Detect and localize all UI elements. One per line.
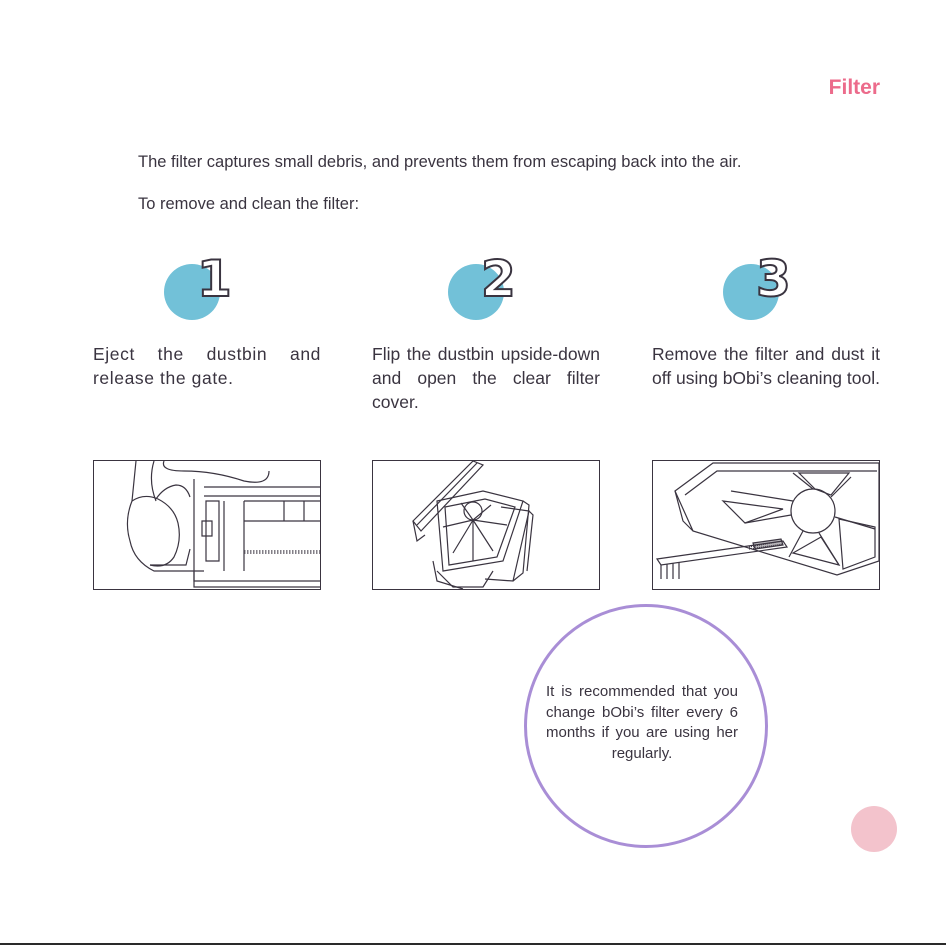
step-text: Flip the dustbin upside-down and open the clear filter cover. [372,344,600,412]
step-text: Remove the filter and dust it off using bObi’s cleaning tool. [652,344,880,388]
page-indicator-dot [851,806,897,852]
bottom-divider [0,943,946,945]
step-number: 1 [197,250,232,308]
step-2-illustration [372,460,600,590]
intro-paragraph: The filter captures small debris, and prevents them from escaping back into the air. [138,153,742,171]
step-text: Eject the dustbin and release the gate. [93,344,321,388]
step-number: 3 [756,250,791,308]
intro-instruction: To remove and clean the filter: [138,195,360,213]
step-1-illustration [93,460,321,590]
step-number: 2 [481,250,516,308]
intro-text [138,150,828,234]
tip-text: It is recommended that you change bObi’s filter every 6 months if you are using her regularly. [546,683,738,762]
section-title: Filter [828,76,880,99]
step-3-illustration [652,460,880,590]
